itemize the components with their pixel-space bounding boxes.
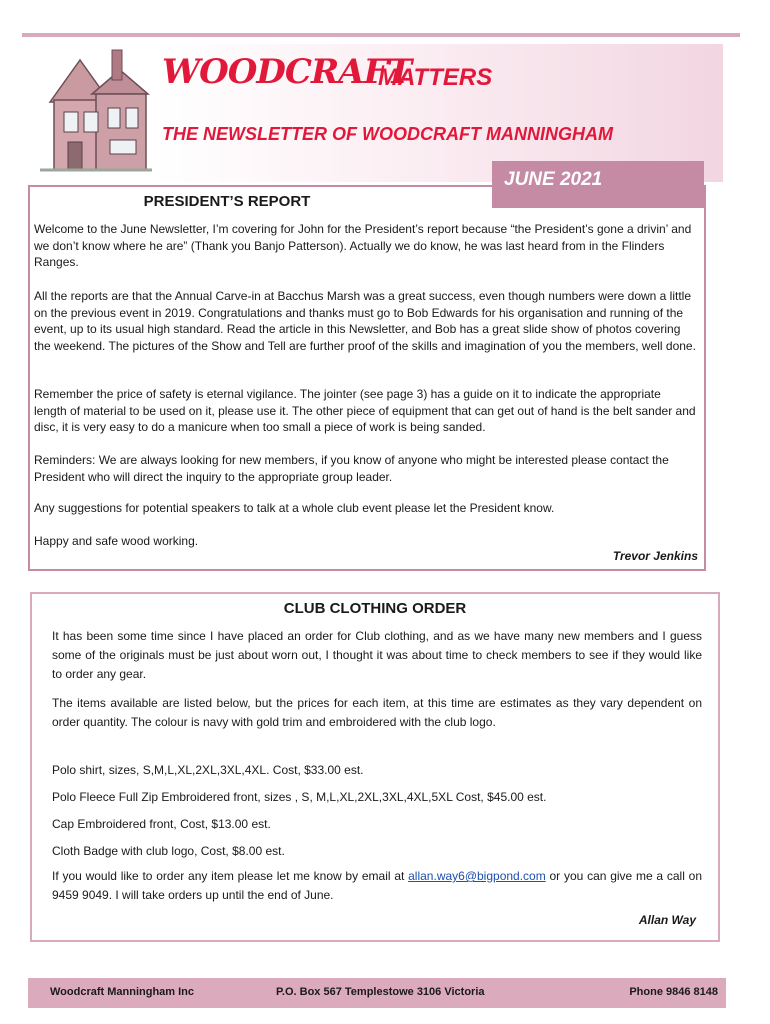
house-sketch-icon <box>40 42 152 178</box>
order-text-before: If you would like to order any item please let me know by email at <box>52 869 409 883</box>
clothing-signature: Allan Way <box>638 913 696 927</box>
clothing-paragraph: The items available are listed below, but the prices for each item, at this time are estimates as they vary dependent on order quantity. The colour is navy with gold trim and embroidered with the club logo. <box>52 696 702 729</box>
clothing-order-heading: CLUB CLOTHING ORDER <box>283 600 467 617</box>
issue-month-badge: JUNE 2021 <box>492 161 704 208</box>
president-signature: Trevor Jenkins <box>612 549 698 563</box>
president-paragraph: Welcome to the June Newsletter, I’m covering for John for the President’s report because “the President’s gone a drivin’ and we don’t know where he are” (Thank you Banjo Patterson). Actually we do know, he was last heard from in the Flinders Ranges. <box>34 222 692 269</box>
masthead-title-matters: MATTERS <box>378 64 493 91</box>
footer-org: Woodcraft Manningham Inc <box>50 986 195 998</box>
clothing-order-instructions <box>52 867 702 905</box>
president-paragraph: Any suggestions for potential speakers to talk at a whole club event please let the President know. <box>34 501 555 515</box>
president-paragraph: All the reports are that the Annual Carve-in at Bacchus Marsh was a great success, even though numbers were down a little on the previous event in 2019. Congratulations and thanks must go to Bob Edwards for his organisation and running of the event, up to its usual high standard. Read the article in this Newsletter, and Bob has a great slide show of photos covering the weekend. The pictures of the Show and Tell are further proof of the skills and imagination of you the members, well done. <box>34 289 696 353</box>
clothing-item: Cloth Badge with club logo, Cost, $8.00 est. <box>52 844 285 858</box>
page-footer <box>28 978 726 1008</box>
clothing-paragraph: It has been some time since I have placed an order for Club clothing, and as we have many new members and I guess some of the originals must be just about worn out, I thought it was about time to check members to see if they would like to order any gear. <box>52 629 702 681</box>
masthead-subtitle: THE NEWSLETTER OF WOODCRAFT MANNINGHAM <box>162 124 613 144</box>
presidents-report-heading: PRESIDENT’S REPORT <box>143 193 311 210</box>
clothing-item: Polo Fleece Full Zip Embroidered front, sizes , S, M,L,XL,2XL,3XL,4XL,5XL Cost, $45.00 est. <box>52 790 547 804</box>
clothing-item: Polo shirt, sizes, S,M,L,XL,2XL,3XL,4XL. Cost, $33.00 est. <box>52 763 364 777</box>
masthead-title-woodcraft: WOODCRAFT <box>162 52 412 92</box>
president-paragraph: Remember the price of safety is eternal vigilance. The jointer (see page 3) has a guide on it to indicate the appropriate length of material to be used on it, please use it. The other piece of equipment that can get out of hand is the belt sander and disc, it is very easy to do a manicure when too small a piece of work is being sanded. <box>34 387 696 434</box>
top-rule <box>22 33 740 37</box>
footer-address: P.O. Box 567 Templestowe 3106 Victoria <box>276 986 485 998</box>
president-paragraph: Reminders: We are always looking for new members, if you know of anyone who might be interested please contact the President who will direct the inquiry to the appropriate group leader. <box>34 453 669 484</box>
email-link[interactable]: allan.way6@bigpond.com <box>408 869 546 883</box>
president-paragraph: Happy and safe wood working. <box>34 534 199 548</box>
order-text-after: or you can give me a call on 9459 9049. I will take orders up until the end of June. <box>52 869 703 902</box>
footer-phone: Phone 9846 8148 <box>629 986 718 998</box>
clothing-item: Cap Embroidered front, Cost, $13.00 est. <box>52 817 271 831</box>
